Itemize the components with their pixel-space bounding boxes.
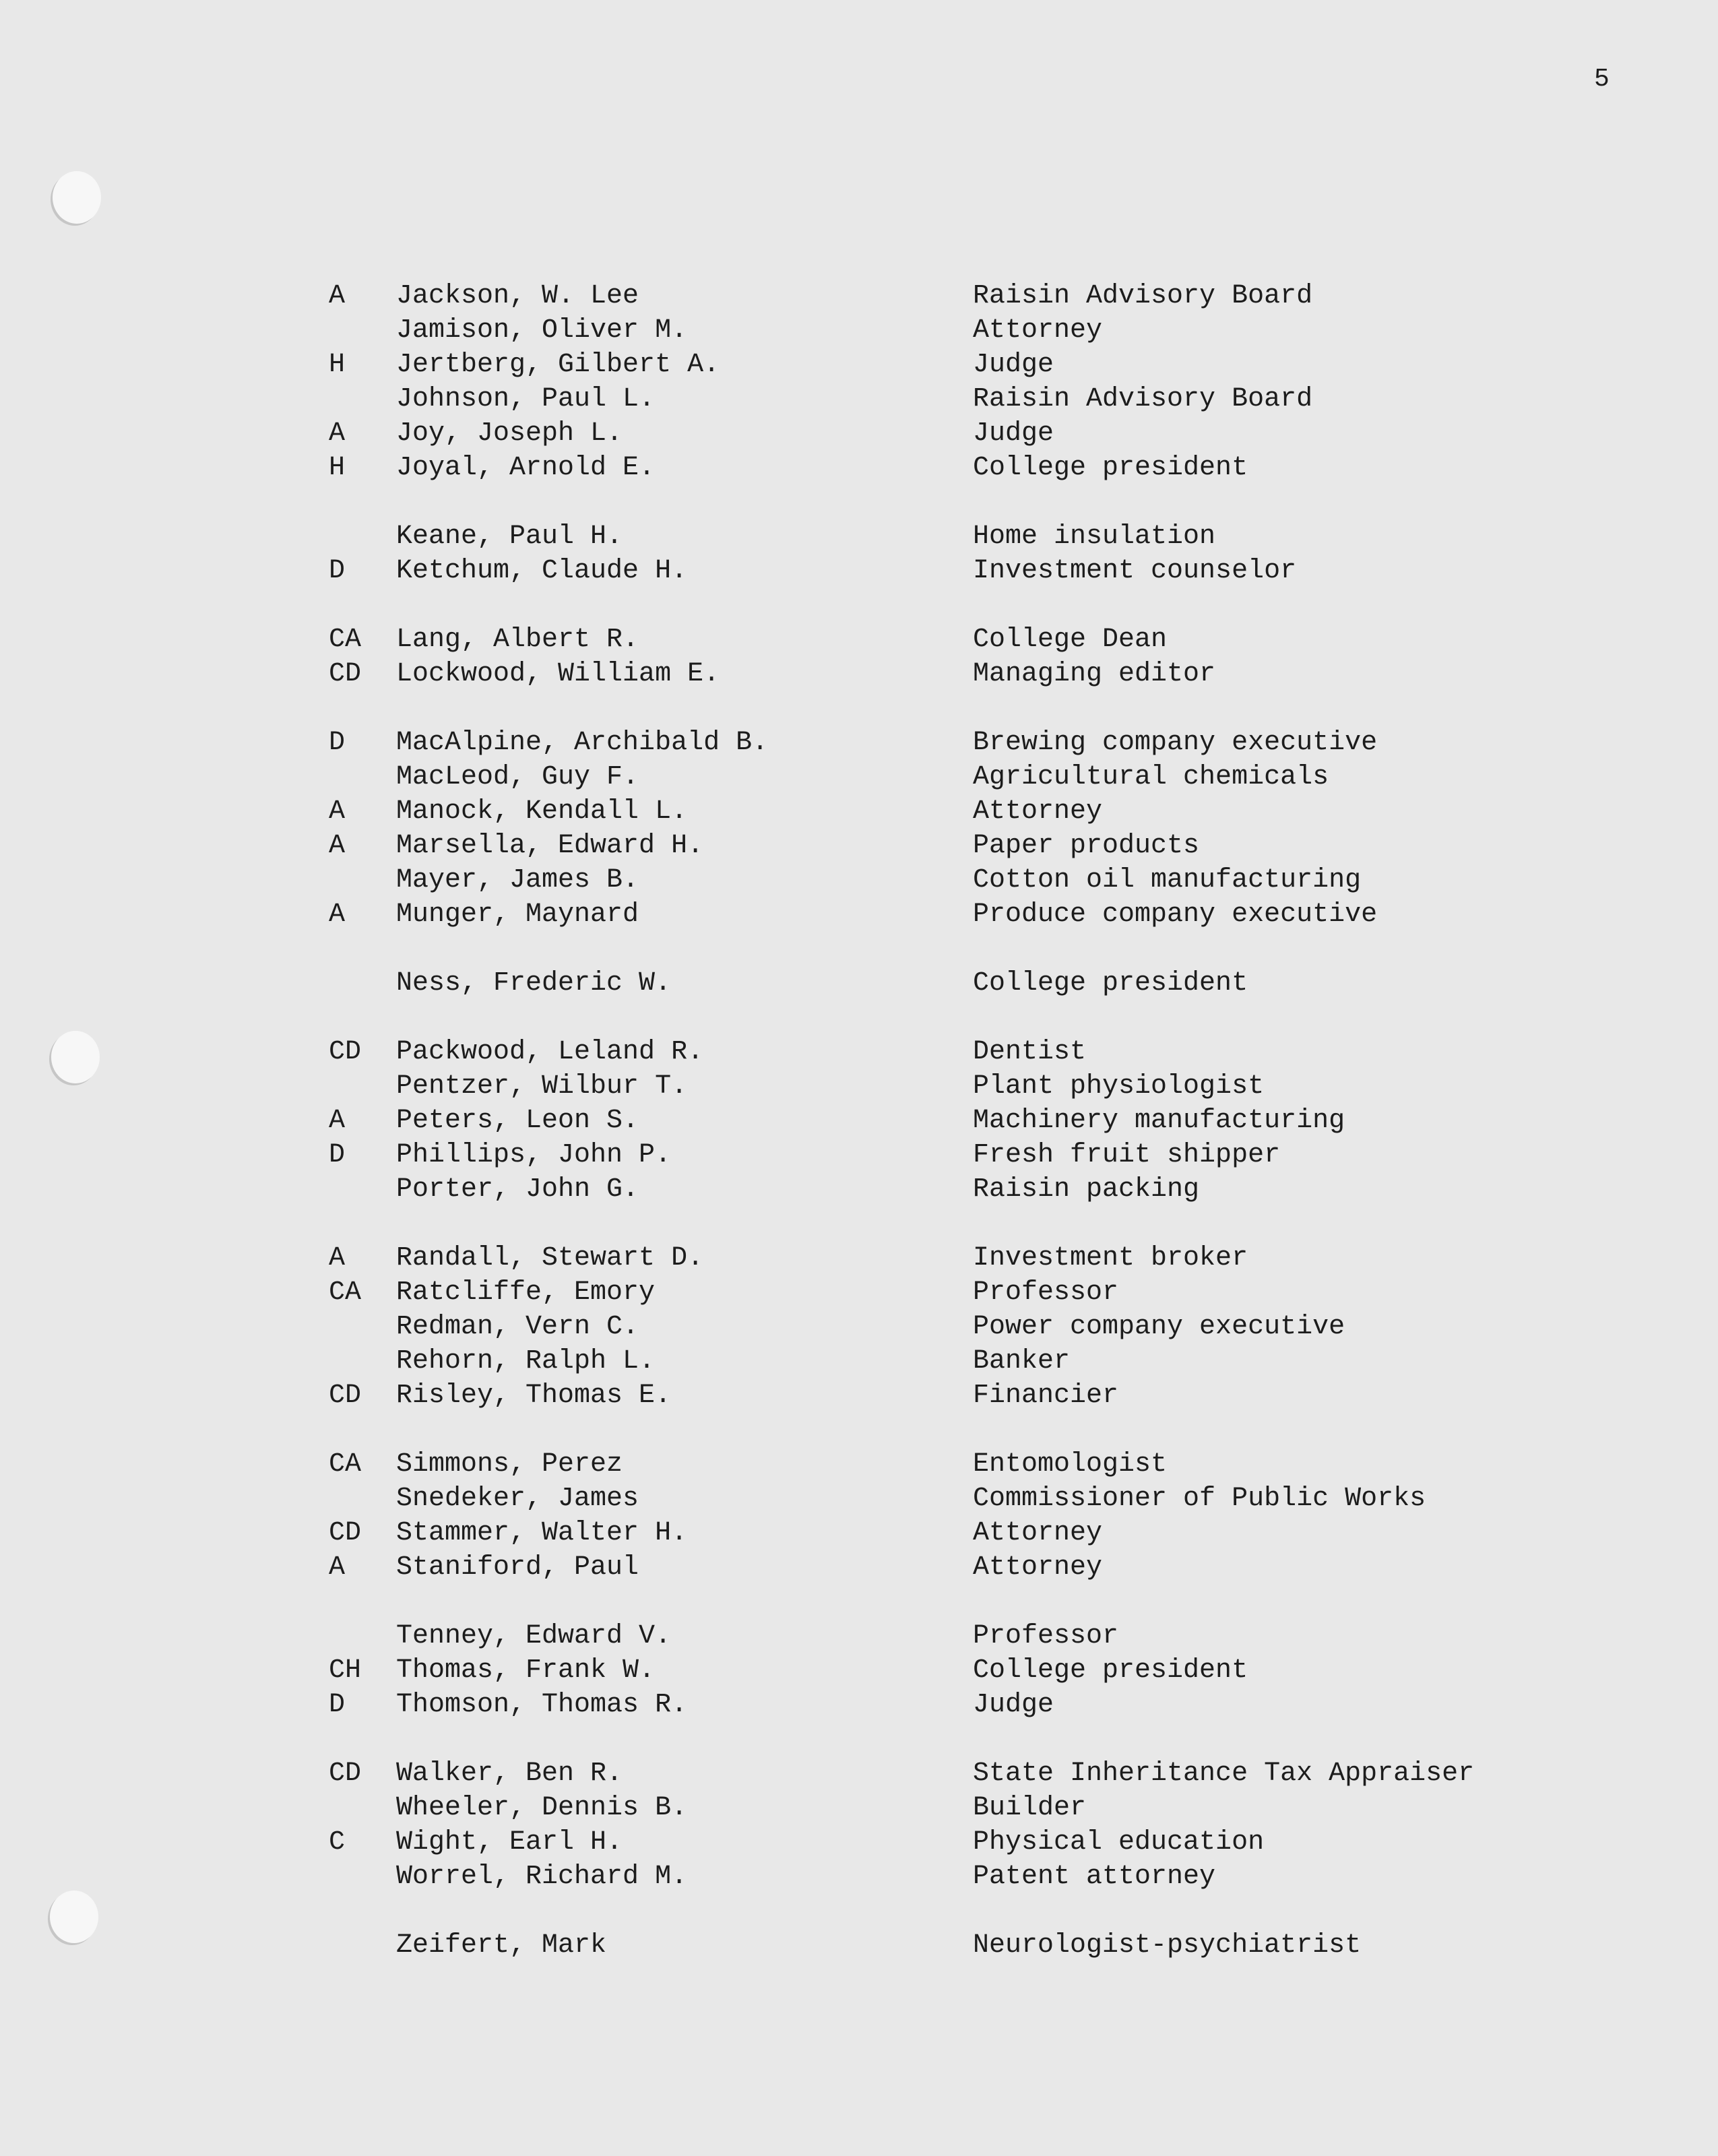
occupation: Professor [973,1277,1119,1308]
letter-group [0,1241,1718,1413]
membership-code: A [329,418,346,449]
occupation: Brewing company executive [973,728,1378,758]
directory-list [0,279,1718,1997]
directory-row [0,1378,1718,1413]
membership-code: CA [329,625,362,655]
membership-code: C [329,1827,346,1858]
person-name: Joyal, Arnold E. [396,453,656,483]
membership-code: CA [329,1277,362,1308]
person-name: Simmons, Perez [396,1449,623,1480]
letter-group [0,1928,1718,1963]
directory-row [0,897,1718,932]
punch-hole [53,171,101,224]
membership-code: D [329,556,346,586]
directory-row [0,1275,1718,1310]
directory-row [0,1653,1718,1688]
membership-code: D [329,1690,346,1720]
membership-code: CD [329,1758,362,1789]
directory-row [0,726,1718,760]
letter-group [0,279,1718,485]
occupation: Produce company executive [973,899,1378,930]
occupation: Fresh fruit shipper [973,1140,1281,1170]
directory-row [0,313,1718,348]
occupation: College president [973,453,1248,483]
occupation: Managing editor [973,659,1216,689]
membership-code: CD [329,659,362,689]
occupation: Power company executive [973,1312,1345,1342]
occupation: Attorney [973,796,1103,827]
occupation: Raisin Advisory Board [973,384,1313,414]
letter-group [0,519,1718,588]
occupation: Attorney [973,1518,1103,1548]
person-name: Jertberg, Gilbert A. [396,350,720,380]
directory-row [0,1756,1718,1791]
person-name: Packwood, Leland R. [396,1037,704,1067]
person-name: Marsella, Edward H. [396,831,704,861]
directory-row [0,1310,1718,1344]
occupation: Machinery manufacturing [973,1106,1345,1136]
directory-row [0,1928,1718,1963]
membership-code: H [329,453,346,483]
person-name: Jackson, W. Lee [396,281,639,311]
person-name: Tenney, Edward V. [396,1621,672,1651]
directory-row [0,1516,1718,1550]
person-name: Lockwood, William E. [396,659,720,689]
person-name: Lang, Albert R. [396,625,639,655]
occupation: Judge [973,418,1054,449]
occupation: Neurologist-psychiatrist [973,1930,1362,1961]
occupation: Paper products [973,831,1200,861]
directory-row [0,1619,1718,1653]
occupation: Commissioner of Public Works [973,1484,1426,1514]
occupation: Dentist [973,1037,1087,1067]
occupation: Attorney [973,1552,1103,1583]
directory-row [0,1550,1718,1585]
letter-group [0,1035,1718,1207]
occupation: Physical education [973,1827,1265,1858]
person-name: Peters, Leon S. [396,1106,639,1136]
directory-row [0,1688,1718,1722]
occupation: Judge [973,1690,1054,1720]
membership-code: A [329,1106,346,1136]
directory-row [0,1069,1718,1104]
membership-code: CA [329,1449,362,1480]
letter-group [0,1619,1718,1722]
directory-row [0,760,1718,794]
person-name: Johnson, Paul L. [396,384,656,414]
person-name: Jamison, Oliver M. [396,315,688,346]
directory-row [0,1172,1718,1207]
person-name: Ketchum, Claude H. [396,556,688,586]
membership-code: D [329,728,346,758]
directory-row [0,863,1718,897]
person-name: Porter, John G. [396,1174,639,1205]
occupation: Banker [973,1346,1071,1376]
membership-code: A [329,831,346,861]
person-name: Ratcliffe, Emory [396,1277,656,1308]
directory-row [0,829,1718,863]
person-name: Wight, Earl H. [396,1827,623,1858]
directory-row [0,1860,1718,1894]
occupation: Entomologist [973,1449,1168,1480]
letter-group [0,623,1718,691]
person-name: Rehorn, Ralph L. [396,1346,656,1376]
person-name: Thomson, Thomas R. [396,1690,688,1720]
occupation: Financier [973,1381,1119,1411]
directory-row [0,451,1718,485]
directory-row [0,416,1718,451]
directory-row [0,1035,1718,1069]
person-name: Mayer, James B. [396,865,639,895]
occupation: Agricultural chemicals [973,762,1329,792]
letter-group [0,1447,1718,1585]
directory-row [0,1138,1718,1172]
directory-row [0,1104,1718,1138]
letter-group [0,1756,1718,1894]
occupation: Judge [973,350,1054,380]
membership-code: A [329,796,346,827]
membership-code: A [329,1243,346,1273]
person-name: Pentzer, Wilbur T. [396,1071,688,1102]
person-name: Ness, Frederic W. [396,968,672,998]
membership-code: A [329,1552,346,1583]
person-name: Stammer, Walter H. [396,1518,688,1548]
person-name: Staniford, Paul [396,1552,639,1583]
person-name: MacAlpine, Archibald B. [396,728,769,758]
directory-row [0,382,1718,416]
directory-row [0,623,1718,657]
occupation: Plant physiologist [973,1071,1265,1102]
occupation: College Dean [973,625,1168,655]
occupation: Raisin Advisory Board [973,281,1313,311]
occupation: Investment counselor [973,556,1297,586]
directory-row [0,1241,1718,1275]
person-name: Redman, Vern C. [396,1312,639,1342]
person-name: Snedeker, James [396,1484,639,1514]
directory-row [0,519,1718,554]
occupation: College president [973,968,1248,998]
directory-row [0,966,1718,1001]
occupation: Builder [973,1793,1087,1823]
membership-code: CD [329,1037,362,1067]
occupation: State Inheritance Tax Appraiser [973,1758,1475,1789]
person-name: Munger, Maynard [396,899,639,930]
person-name: Wheeler, Dennis B. [396,1793,688,1823]
person-name: Manock, Kendall L. [396,796,688,827]
directory-row [0,794,1718,829]
page-number: 5 [1594,65,1610,94]
membership-code: CD [329,1381,362,1411]
letter-group [0,726,1718,932]
membership-code: H [329,350,346,380]
person-name: MacLeod, Guy F. [396,762,639,792]
occupation: Attorney [973,315,1103,346]
person-name: Walker, Ben R. [396,1758,623,1789]
occupation: College president [973,1655,1248,1686]
person-name: Zeifert, Mark [396,1930,607,1961]
directory-row [0,1344,1718,1378]
directory-row [0,279,1718,313]
person-name: Keane, Paul H. [396,521,623,552]
directory-row [0,1482,1718,1516]
person-name: Risley, Thomas E. [396,1381,672,1411]
directory-row [0,657,1718,691]
directory-row [0,1825,1718,1860]
directory-row [0,348,1718,382]
membership-code: D [329,1140,346,1170]
occupation: Cotton oil manufacturing [973,865,1362,895]
person-name: Thomas, Frank W. [396,1655,656,1686]
occupation: Home insulation [973,521,1216,552]
person-name: Joy, Joseph L. [396,418,623,449]
person-name: Phillips, John P. [396,1140,672,1170]
occupation: Professor [973,1621,1119,1651]
person-name: Randall, Stewart D. [396,1243,704,1273]
occupation: Patent attorney [973,1862,1216,1892]
directory-row [0,1447,1718,1482]
person-name: Worrel, Richard M. [396,1862,688,1892]
letter-group [0,966,1718,1001]
membership-code: CH [329,1655,362,1686]
membership-code: A [329,281,346,311]
directory-row [0,554,1718,588]
membership-code: CD [329,1518,362,1548]
occupation: Raisin packing [973,1174,1200,1205]
membership-code: A [329,899,346,930]
directory-row [0,1791,1718,1825]
occupation: Investment broker [973,1243,1248,1273]
